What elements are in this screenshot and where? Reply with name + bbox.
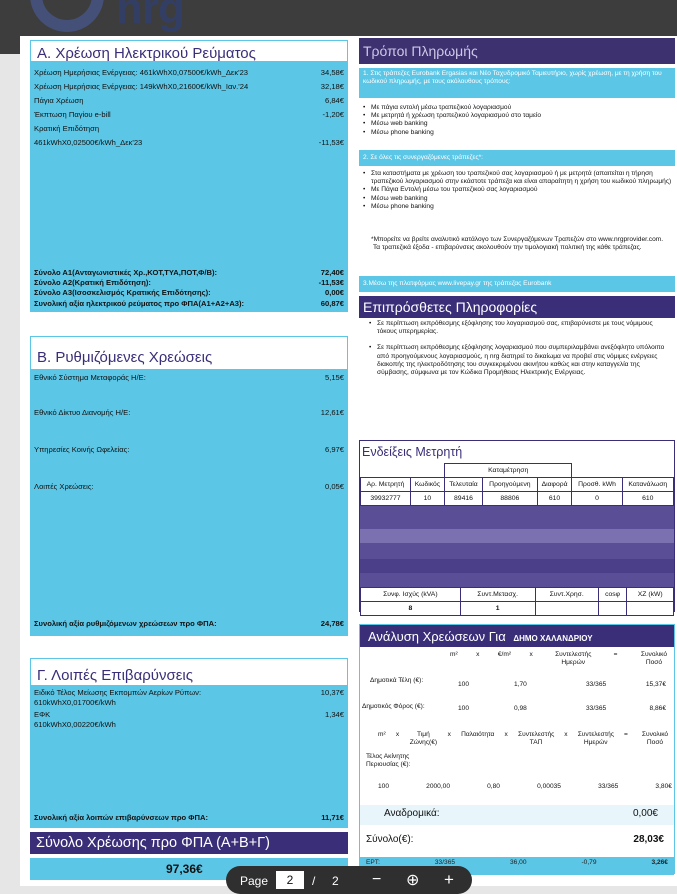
c-row-4: 610kWhX0,00220€/kWh [34, 720, 116, 729]
municipal-fee-rate: 1,70 [514, 681, 527, 688]
zoom-out-button[interactable]: − [372, 871, 382, 888]
section-c-title: Γ. Λοιπές Επιβαρύνσεις [30, 658, 348, 686]
municipal-head: m² x €/m² x Συντελεστής Ημερών = Συνολικό Ποσό [450, 651, 668, 667]
meter-title: Ενδείξεις Μετρητή [360, 441, 674, 463]
meter-footer-value [598, 602, 627, 616]
b-row-2: Εθνικό Δίκτυο Διανομής Η/Ε: 12,61€ [34, 408, 344, 417]
meter-footer-value: 1 [460, 602, 535, 616]
a-row-1: Χρέωση Ημερήσιας Ενέργειας: 461kWhX0,07500€/kWh_Δεκ'23 34,58€ [34, 68, 344, 77]
b-total: Συνολική αξία ρυθμιζόμενων χρεώσεων προ ΦΠΑ: 24,78€ [34, 619, 344, 628]
payment-option-2: 2. Σε όλες τις συνεργαζόμενες τράπεζες*: [359, 150, 675, 166]
page-navigation-bar [226, 866, 472, 894]
extra-info-item: • Σε περίπτωση εκπρόθεσμης εξόφλησης λογαριασμού που συμπεριλαμβάνει ανεξόφλητο υπόλοιπο από προηγούμενους λογαριασμούς, η nrg διατηρεί το δικαίωμα να προβεί στις νόμιμες ενέργειες διακοπής της ηλεκτροδότησης του συγκεκριμένου ακινήτου καθώς και στην καταγγελία της σύμβασης, σύμφωνα με τον Κώδικα Προμήθειας Ηλεκτρικής Ενέργειας. [365, 344, 669, 377]
meter-col-header: Κατανάλωση [622, 478, 673, 492]
payment-option-1-item: • Μέσω web banking [359, 120, 675, 128]
a-total-2: Σύνολο Α2(Κρατική Επιδότηση): -11,53€ [34, 278, 344, 287]
payment-option-2-item: • Μέσω web banking [359, 195, 675, 203]
meter-footer-header: Συνφ. Ισχύς (kVA) [361, 588, 461, 602]
a-total-1: Σύνολο Α1(Ανταγωνιστικές Χρ.,ΚΟΤ,ΤΥΑ,ΠΟΤ,Φ/Β): 72,40€ [34, 268, 344, 277]
payment-option-3: 3.Μέσω της πλατφόρμας www.livepay.gr της τράπεζας Eurobank [359, 276, 675, 292]
meter-col-header: Προηγούμενη [483, 478, 538, 492]
municipal-tax-days: 33/365 [586, 705, 607, 712]
municipal-fee-label: Δημοτικά Τέλη (€): [370, 677, 424, 684]
grand-total-value: 97,36€ [30, 858, 348, 880]
municipal-tax-rate: 0,98 [514, 705, 527, 712]
payment-option-2-item: • Στα καταστήματα με χρέωση του τραπεζικού σας λογαριασμού ή με μετρητά (απαιτείται η τήρηση τραπεζικού λογαριασμού στην εκάστοτε τράπεζα και είναι απαραίτητη η χρήση του κωδικού πληρωμής) [359, 170, 675, 186]
b-row-3: Υπηρεσίες Κοινής Ωφελείας: 6,97€ [34, 445, 344, 454]
municipal-tax-m2: 100 [458, 705, 470, 712]
meter-table [360, 463, 674, 506]
section-b [30, 336, 348, 636]
grand-total-title: Σύνολο Χρέωσης προ ΦΠΑ (Α+Β+Γ) [30, 832, 348, 854]
nrg-logo [30, 0, 200, 36]
bill-page [20, 36, 677, 886]
section-a [30, 40, 348, 312]
a-total-4: Συνολική αξία ηλεκτρικού ρεύματος προ ΦΠΑ(Α1+Α2+Α3): 60,87€ [34, 299, 344, 308]
meter-group-header: Καταμέτρηση [444, 464, 572, 478]
tap-head: m² x Τιμή Ζώνης(€) x Παλαιότητα x Συντελεστής ΤΑΠ x Συντελεστής Ημερών = Συνολικό Ποσό [378, 731, 669, 747]
meter-footer-value [535, 602, 598, 616]
page-count: 2 [332, 874, 339, 888]
tap-values: 100 2000,00 0,80 0,00035 33/365 3,80€ [378, 783, 672, 790]
municipal-panel [359, 624, 675, 874]
page-number-input[interactable]: 2 [276, 871, 304, 889]
municipality-name: ΔΗΜΟ ΧΑΛΑΝΔΡΙΟΥ [513, 634, 593, 643]
meter-col-header: Αρ. Μετρητή [361, 478, 411, 492]
a-row-4: Έκπτωση Παγίου e-bill -1,20€ [34, 110, 344, 119]
retro-row: Αναδρομικά: 0,00€ [360, 805, 674, 825]
municipal-tax-total: 8,86€ [649, 705, 666, 712]
logo-arc-icon [30, 0, 104, 32]
payment-note: *Μπορείτε να βρείτε αναλυτικό κατάλογο των Συνεργαζόμενων Τραπεζών στο www.nrgprovider.com. Τα τραπεζικά έξοδα - επιβαρύνσεις ακολουθούν την τιμολογιακή πολιτική της κάθε τράπεζας. [359, 234, 675, 274]
municipal-fee-days: 33/365 [586, 681, 607, 688]
page-separator: / [312, 874, 316, 888]
meter-col-header: Προσθ. kWh [572, 478, 622, 492]
payment-option-1-item: • Μέσω phone banking [359, 129, 675, 137]
zoom-in-button[interactable]: + [444, 870, 454, 889]
meter-panel [359, 440, 675, 612]
payment-option-1: 1. Στις τράπεζες Eurobank Ergasias και Νέο Ταχυδρομικό Ταμιευτήριο, χωρίς χρέωση, με τη χρήση του κωδικού πληρωμής, με τους ακόλουθους τρόπους: [359, 68, 675, 98]
payment-option-2-item: • Μέσω phone banking [359, 203, 675, 211]
payment-option-1-list [359, 102, 675, 148]
zoom-reset-icon[interactable]: ⊕ [406, 872, 420, 889]
c-row-3: ΕΦΚ 1,34€ [34, 710, 344, 719]
meter-col-header: Διαφορά [537, 478, 572, 492]
a-total-3: Σύνολο Α3(Ισοσκελισμός Κρατικής Επιδότησης): 0,00€ [34, 288, 344, 297]
payment-option-1-item: • Με πάγια εντολή μέσω τραπεζικού λογαριασμού [359, 104, 675, 112]
a-row-5: Κρατική Επιδότηση [34, 124, 100, 133]
meter-footer-header: Συντ.Μετασχ. [460, 588, 535, 602]
tap-label: Τέλος Ακίνητης Περιουσίας (€): [366, 753, 411, 769]
payment-option-1-item: • Με μετρητά ή χρέωση τραπεζικού λογαριασμού στο ταμείο [359, 112, 675, 120]
meter-footer-value: 8 [361, 602, 461, 616]
extra-info-list [359, 320, 675, 410]
extra-info-title: Επιπρόσθετες Πληροφορίες [359, 296, 675, 318]
b-row-4: Λοιπές Χρεώσεις: 0,05€ [34, 482, 344, 491]
municipal-title: Ανάλυση Χρεώσεων Για ΔΗΜΟ ΧΑΛΑΝΔΡΙΟΥ [360, 625, 674, 647]
section-a-title: Α. Χρέωση Ηλεκτρικού Ρεύματος [30, 40, 348, 62]
b-row-1: Εθνικό Σύστημα Μεταφοράς Η/Ε: 5,15€ [34, 373, 344, 382]
extra-info-item: • Σε περίπτωση εκπρόθεσμης εξόφλησης του λογαριασμού σας, επιβαρύνεστε με τους νόμιμους τόκους υπερημερίας. [365, 320, 669, 336]
meter-col-header: Τελευταία [444, 478, 482, 492]
meter-col-header: Κωδικός [410, 478, 444, 492]
municipal-fee-m2: 100 [458, 681, 470, 688]
meter-footer-header: Συντ.Χρησ. [535, 588, 598, 602]
logo-text: nrg [116, 0, 184, 33]
meter-footer-table [360, 587, 674, 616]
c-total: Συνολική αξία λοιπών επιβαρύνσεων προ ΦΠΑ: 11,71€ [34, 813, 344, 822]
meter-footer-header: cosφ [598, 588, 627, 602]
payment-option-2-item: • Με Πάγια Εντολή μέσω του τραπεζικού σας λογαριασμού [359, 186, 675, 194]
sum-row: Σύνολο(€): 28,03€ [366, 834, 664, 845]
a-row-2: Χρέωση Ημερήσιας Ενέργειας: 149kWhX0,21600€/kWh_Ιαν.'24 32,18€ [34, 82, 344, 91]
payment-option-2-list [359, 168, 675, 232]
meter-row: 39932777 10 89416 88806 610 0 610 [361, 492, 674, 506]
a-row-3: Πάγια Χρέωση 6,84€ [34, 96, 344, 105]
payment-title: Τρόποι Πληρωμής [359, 38, 675, 64]
page-label: Page [240, 874, 269, 888]
a-row-6: 461kWhX0,02500€/kWh_Δεκ'23 -11,53€ [34, 138, 344, 147]
municipal-tax-label: Δημοτικός Φόρος (€): [362, 703, 425, 710]
section-c [30, 658, 348, 828]
c-row-2: 610kWhX0,01700€/kWh [34, 698, 116, 707]
section-b-title: Β. Ρυθμιζόμενες Χρεώσεις [30, 336, 348, 370]
ert-row: ΕΡΤ: 33/365 36,00 -0,79 3,26€ [360, 857, 674, 875]
c-row-1: Ειδικό Τέλος Μείωσης Εκπομπών Αερίων Ρύπων: 10,37€ [34, 688, 344, 697]
municipal-fee-total: 15,37€ [645, 681, 666, 688]
meter-footer-value [627, 602, 674, 616]
meter-footer-header: XZ (kW) [627, 588, 674, 602]
